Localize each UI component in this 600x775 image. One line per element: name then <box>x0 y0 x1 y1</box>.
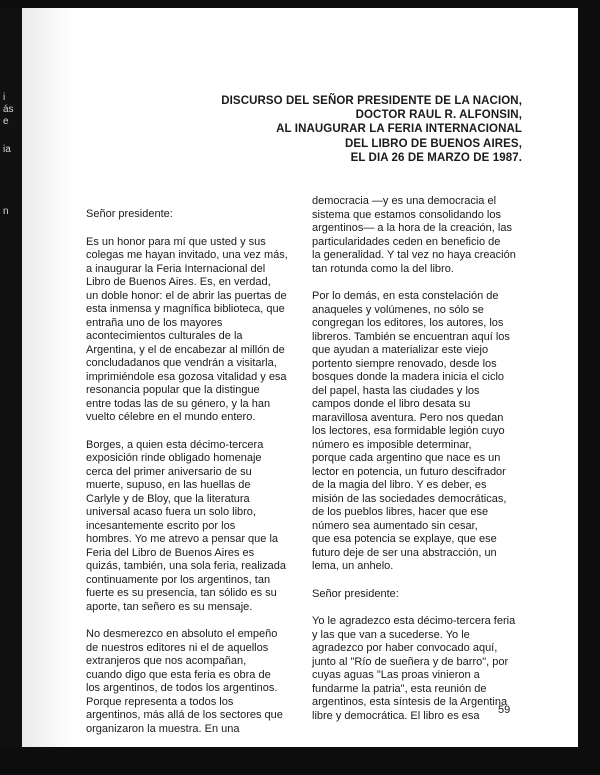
paragraph <box>312 195 520 276</box>
text-line: incesantemente escrito por los <box>86 519 236 532</box>
text-line: anaqueles y volúmenes, no sólo se <box>312 303 484 316</box>
text-line: misión de las sociedades democráticas, <box>312 492 507 505</box>
text-line: Argentina, y el de encabezar al millón de <box>86 343 285 356</box>
text-line: Feria del Libro de Buenos Aires es <box>86 546 255 559</box>
title-line: AL INAUGURAR LA FERIA INTERNACIONAL <box>276 123 522 136</box>
fragment-text: e <box>3 116 9 127</box>
text-line: Por lo demás, en esta constelación de <box>312 290 499 302</box>
text-line: bosques donde la madera inicia el ciclo <box>312 371 505 383</box>
fragment-text: ia <box>3 144 11 155</box>
text-line: libreros. También se encuentran aquí los <box>312 330 510 343</box>
title-line: DOCTOR RAUL R. ALFONSIN, <box>355 109 522 122</box>
text-line: concludadanos que vendrán a visitarla, <box>86 357 277 369</box>
text-line: Señor presidente: <box>86 208 173 220</box>
text-line: Yo le agradezco esta décimo-tercera feria <box>312 615 516 627</box>
text-line: Borges, a quien esta décimo-tercera <box>86 438 264 451</box>
text-line: número es imposible determinar, <box>312 438 472 451</box>
text-line: cuyas aguas "Las proas vinieron a <box>312 669 480 681</box>
text-line: los argentinos, de todos los argentinos. <box>86 682 278 694</box>
text-line: hombres. Yo me atrevo a pensar que la <box>86 533 279 545</box>
text-line: un doble honor: el de abrir las puertas de <box>86 289 287 302</box>
paragraph <box>86 439 291 615</box>
paragraph <box>312 588 520 602</box>
text-line: que esa potencia se explaye, que ese <box>312 533 497 545</box>
paragraph <box>86 236 291 425</box>
text-line: porque cada argentino que nace es un <box>312 452 501 464</box>
text-line: aporte, tan señero es su mensaje. <box>86 600 253 613</box>
text-line: esta inmensa y magnífica biblioteca, que <box>86 303 285 315</box>
text-line: Carlyle y de Bloy, que la literatura <box>86 492 250 505</box>
text-line: Señor presidente: <box>312 587 399 600</box>
text-line: argentinos, esta síntesis de la Argentina <box>312 696 508 708</box>
adjacent-page-fragments <box>3 92 21 218</box>
text-line: acontecimientos culturales de la <box>86 330 243 342</box>
paragraph <box>312 615 520 723</box>
text-line: la generalidad. Y tal vez no haya creación <box>312 249 516 261</box>
title-line: EL DIA 26 DE MARZO DE 1987. <box>350 151 522 164</box>
text-line: libre y democrática. El libro es esa <box>312 709 480 722</box>
text-line: campos donde el libro desata su <box>312 398 471 410</box>
fragment-text: n <box>3 206 9 217</box>
text-line: y las que van a sucederse. Yo le <box>312 628 470 641</box>
text-line: exposición rinde obligado homenaje <box>86 452 262 464</box>
text-line: futuro deje de ser una abstracción, un <box>312 546 497 559</box>
text-line: resonancia popular que la distingue <box>86 384 260 396</box>
scan-border-top <box>0 0 600 8</box>
text-line: fuerte es su presencia, tan sólido es su <box>86 587 277 599</box>
text-line: portento siempre renovado, desde los <box>312 357 497 370</box>
text-line: sistema que estamos consolidando los <box>312 208 501 221</box>
fragment-text: ás <box>3 104 14 115</box>
text-line: de los pueblos libres, hacer que ese <box>312 506 489 518</box>
text-line: cerca del primer aniversario de su <box>86 465 252 478</box>
text-line: del papel, hasta las ciudades y los <box>312 384 480 397</box>
text-line: muerte, supuso, en las huellas de <box>86 479 251 491</box>
text-line: quizás, también, una sola feria, realizada <box>86 560 286 572</box>
text-line: congregan los editores, los autores, los <box>312 317 504 329</box>
text-line: que ayudan a materializar este viejo <box>312 344 489 356</box>
text-line: democracia —y es una democracia el <box>312 195 497 207</box>
scan-border-right <box>578 0 600 775</box>
paragraph <box>312 290 520 574</box>
title-line: DEL LIBRO DE BUENOS AIRES, <box>344 137 522 150</box>
page-gutter-shadow <box>22 0 74 775</box>
text-line: fundarme la patria", esta reunión de <box>312 682 487 695</box>
text-line: organizaron la muestra. En una <box>86 722 240 735</box>
text-line: lema, un anhelo. <box>312 560 394 572</box>
text-line: los lectores, esa formidable legión cuyo <box>312 425 505 437</box>
text-line: Es un honor para mí que usted y sus <box>86 235 266 248</box>
text-line: entre todas las de su género, y la han <box>86 397 271 410</box>
text-line: de nuestros editores ni el de aquellos <box>86 641 269 654</box>
text-line: argentinos— a la hora de la creación, las <box>312 222 512 234</box>
text-line: Porque representa a todos los <box>86 695 234 708</box>
text-line: particularidades ceden en beneficio de <box>312 235 501 248</box>
text-line: agradezco por haber convocado aquí, <box>312 642 498 654</box>
text-line: junto al "Río de sueñera y de barro", por <box>312 655 509 668</box>
text-line: maravillosa aventura. Pero nos quedan <box>312 411 504 424</box>
text-line: vuelto célebre en el mundo entero. <box>86 411 256 423</box>
paragraph <box>86 208 291 222</box>
text-line: universal acaso fuera un solo libro, <box>86 506 256 518</box>
paragraph <box>86 628 291 736</box>
text-line: extranjeros que nos acompañan, <box>86 655 247 667</box>
scan-border-bottom <box>0 747 600 775</box>
text-line: lector en potencia, un futuro descifrador <box>312 465 506 478</box>
text-line: de la magia del libro. Y es deber, es <box>312 479 487 491</box>
text-line: tan rotunda como la del libro. <box>312 262 454 275</box>
right-text-column <box>312 195 520 737</box>
text-line: colegas me hayan invitado, una vez más, <box>86 249 288 261</box>
text-line: a inaugurar la Feria Internacional del <box>86 262 266 275</box>
text-line: argentinos, más allá de los sectores que <box>86 709 283 721</box>
title-line: DISCURSO DEL SEÑOR PRESIDENTE DE LA NACION, <box>221 95 522 107</box>
text-line: No desmerezco en absoluto el empeño <box>86 628 278 640</box>
text-line: número sea aumentado sin cesar, <box>312 519 478 532</box>
page-number: 59 <box>498 704 511 716</box>
text-line: continuamente por los argentinos, tan <box>86 573 271 586</box>
text-line: entraña uno de los mayores <box>86 316 223 329</box>
text-line: cuando digo que esta feria es obra de <box>86 668 271 681</box>
fragment-text: i <box>3 92 6 103</box>
text-line: imprimiéndole esa gozosa vitalidad y esa <box>86 370 287 383</box>
left-text-column <box>86 208 291 750</box>
text-line: Libro de Buenos Aires. Es, en verdad, <box>86 276 271 288</box>
speech-title <box>221 94 522 165</box>
